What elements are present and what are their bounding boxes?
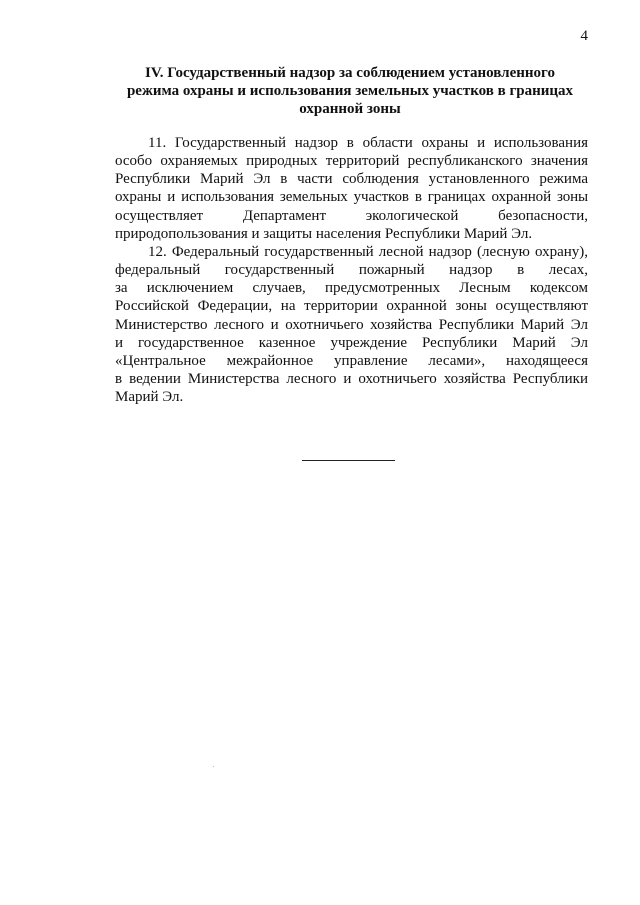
text-line: Республики Марий Эл в части соблюдения установленного режима	[115, 171, 588, 188]
text-line: в ведении Министерства лесного и охотничьего хозяйства Республики	[115, 371, 588, 388]
section-title-line: режима охраны и использования земельных участков в границах	[126, 83, 574, 99]
text-line: 11. Государственный надзор в области охраны и использования	[148, 135, 588, 151]
text-line: 12. Федеральный государственный лесной надзор (лесную охрану),	[148, 243, 588, 260]
end-separator-line	[302, 460, 395, 461]
text-line: и государственное казенное учреждение Республики Марий Эл	[115, 334, 588, 351]
paragraph-12	[115, 243, 588, 406]
body-text	[115, 134, 588, 406]
text-line: особо охраняемых природных территорий республиканского значения	[115, 153, 588, 170]
text-line: Российской Федерации, на территории охранной зоны осуществляют	[115, 298, 588, 315]
text-line: Марий Эл.	[115, 389, 184, 406]
section-title-line: охранной зоны	[299, 101, 401, 117]
text-line: природопользования и защиты населения Республики Марий Эл.	[115, 225, 533, 242]
page-number: 4	[580, 28, 588, 44]
scan-speck	[213, 766, 214, 767]
text-line: федеральный государственный пожарный надзор в лесах,	[115, 262, 588, 279]
paragraph-11	[115, 134, 588, 243]
text-line: осуществляет Департамент экологической безопасности,	[115, 207, 588, 224]
text-line: Министерство лесного и охотничьего хозяйства Республики Марий Эл	[115, 316, 588, 333]
text-line: «Центральное межрайонное управление лесами», находящееся	[115, 352, 588, 369]
text-line: за исключением случаев, предусмотренных Лесным кодексом	[115, 280, 588, 297]
text-line: охраны и использования земельных участков в границах охранной зоны	[115, 189, 588, 206]
section-title	[115, 64, 585, 118]
section-title-line: IV. Государственный надзор за соблюдением установленного	[145, 65, 555, 81]
